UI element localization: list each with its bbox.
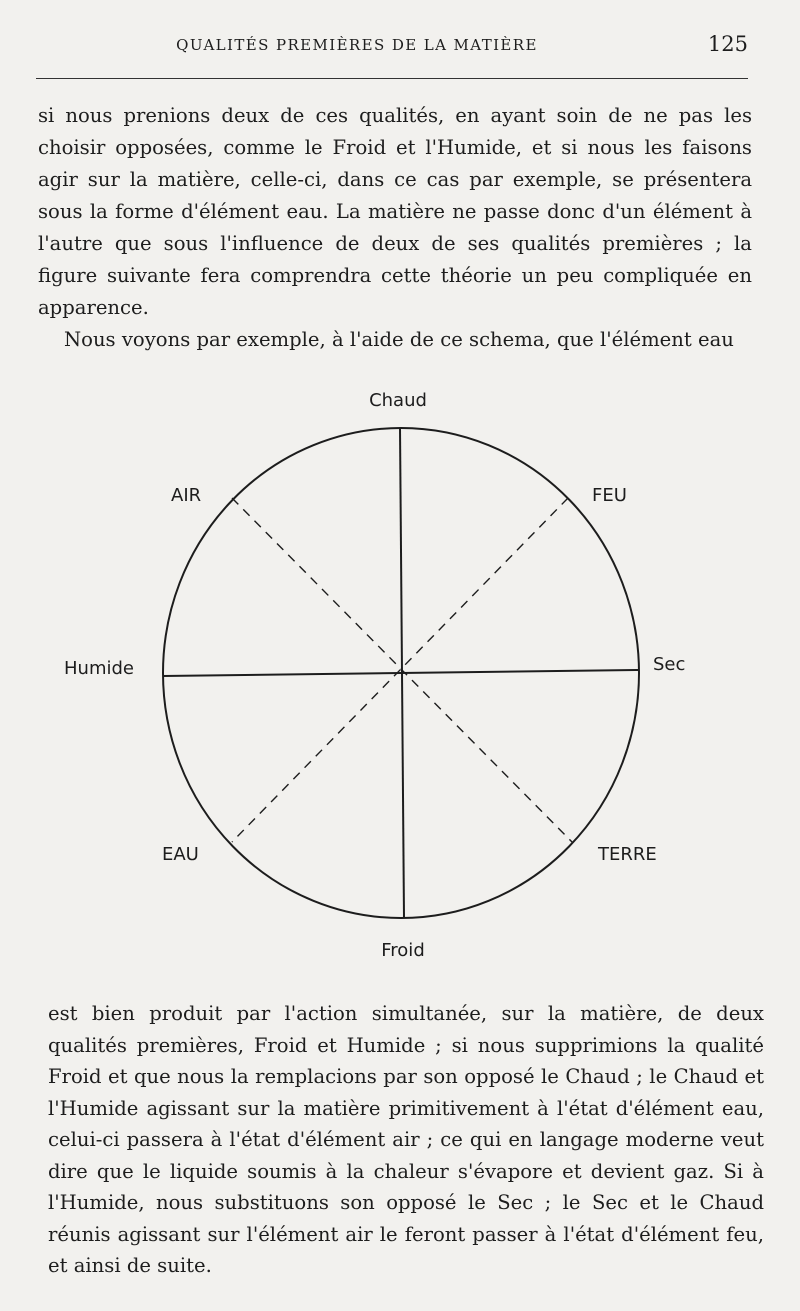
running-header: [36, 30, 748, 64]
paragraph-intro-schema: Nous voyons par exemple, à l'aide de ce schema, que l'élément eau: [64, 328, 734, 351]
diagram-svg: [0, 380, 800, 970]
label-chaud: Chaud: [369, 390, 427, 411]
text-block-bottom: [48, 998, 764, 1282]
page-number: 125: [707, 32, 748, 56]
paragraph-continuation: si nous prenions deux de ces qualités, en ayant soin de ne pas les choisir opposées, comme le Froid et l'Humide, et si nous les faisons agir sur la matière, celle-ci, dans ce cas par exemple, se présentera sous la forme d'élément eau. La matière ne passe donc d'un élément à l'autre que sous l'influence de deux de ses qualités premières ; la figure suivante fera comprendra cette théorie un peu compliquée en apparence.: [38, 104, 752, 319]
label-humide: Humide: [64, 658, 134, 679]
text-block-top: [38, 100, 752, 356]
label-froid: Froid: [381, 940, 425, 961]
elements-qualities-diagram: [0, 380, 800, 970]
label-feu: FEU: [592, 485, 627, 506]
label-air: AIR: [171, 485, 202, 506]
paragraph-explanation: est bien produit par l'action simultanée, sur la matière, de deux qualités premières, Froid et Humide ; si nous supprimions la qualité Froid et que nous la remplacions par son opposé le Chaud ; le Chaud et l'Humide agissant sur la matière primitivement à l'état d'élément eau, celui-ci passera à l'état d'élément air ; ce qui en langage moderne veut dire que le liquide soumis à la chaleur s'évapore et devient gaz. Si à l'Humide, nous substituons son opposé le Sec ; le Sec et le Chaud réunis agissant sur l'élément air le feront passer à l'état d'élément feu, et ainsi de suite.: [48, 1002, 764, 1277]
running-title: QUALITÉS PREMIÈRES DE LA MATIÈRE: [176, 36, 538, 54]
label-sec: Sec: [653, 654, 686, 675]
label-terre: TERRE: [598, 844, 657, 865]
header-rule: [36, 78, 748, 79]
label-eau: EAU: [162, 844, 199, 865]
